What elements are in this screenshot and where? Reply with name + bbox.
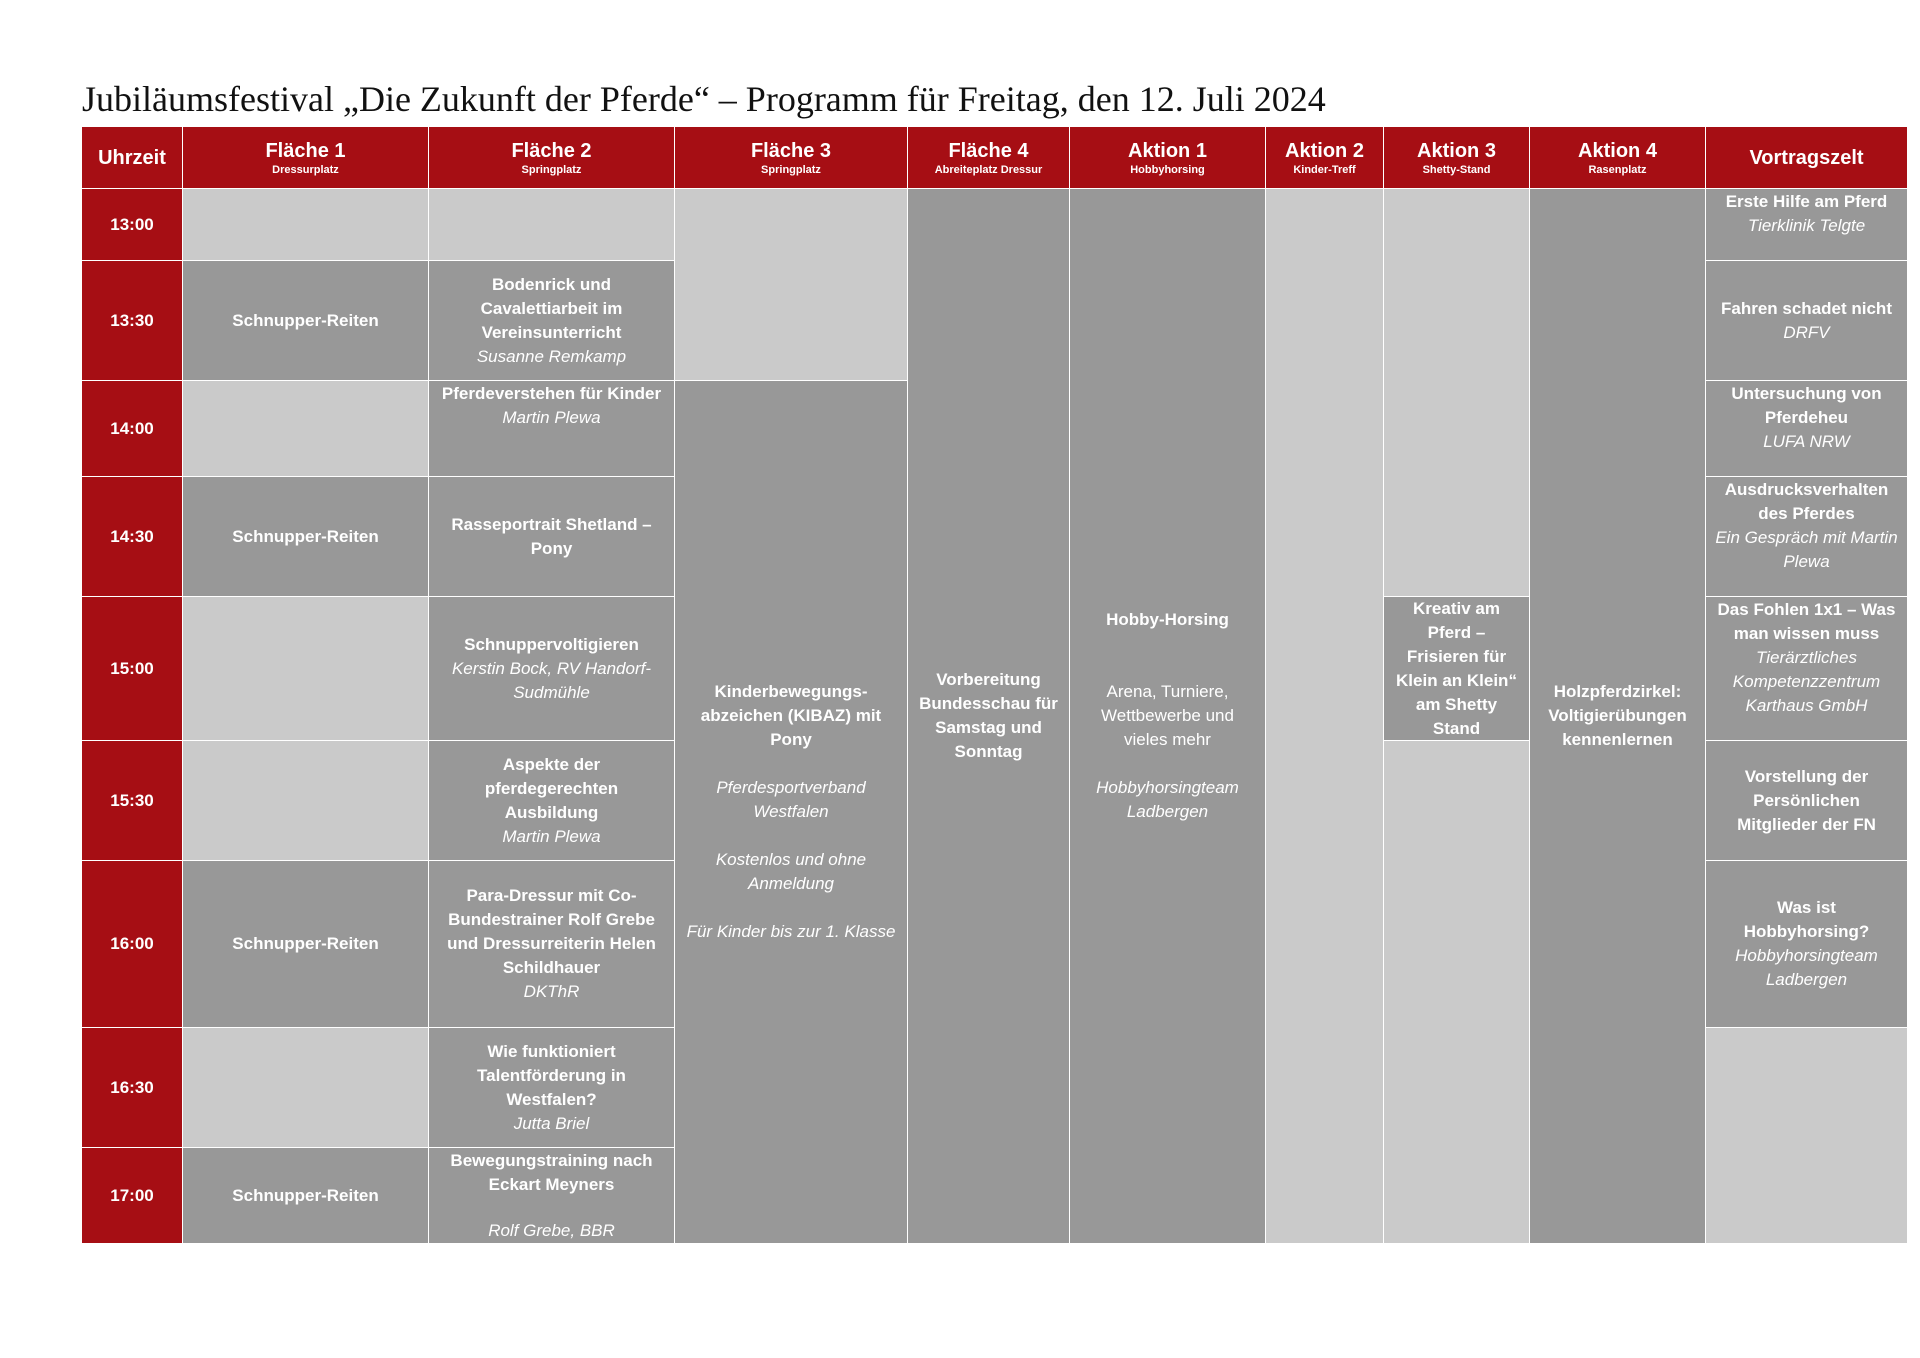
talk-speaker: Tierärztliches Kompetenzzentrum Karthaus GmbH: [1732, 648, 1881, 715]
talk-title: Ausdrucksverhalten des Pferdes: [1724, 480, 1889, 523]
talk-fohlen: [1706, 597, 1908, 741]
header-time: [82, 127, 183, 189]
talk-pferdeheu: [1706, 381, 1908, 477]
header-aktion-3: [1384, 127, 1530, 189]
event-title: Pferdeverstehen für Kinder: [441, 384, 662, 403]
empty-slot: [429, 189, 675, 261]
talk-title: Das Fohlen 1x1 – Was man wissen muss: [1717, 600, 1896, 643]
event-aspekte-ausbildung: [429, 741, 675, 861]
header-vortragszelt: [1706, 127, 1908, 189]
header-aktion-2: [1266, 127, 1384, 189]
header-sub: Rasenplatz: [1588, 163, 1647, 176]
header-name: Fläche 2: [511, 139, 592, 162]
talk-speaker: LUFA NRW: [1763, 432, 1850, 451]
talk-erste-hilfe: [1706, 189, 1908, 261]
event-desc: Arena, Turniere, Wettbewerbe und vieles mehr: [1101, 682, 1234, 749]
time-slot: 14:00: [82, 381, 183, 477]
event-speaker: Martin Plewa: [502, 826, 601, 846]
talk-speaker: Ein Gespräch mit Martin Plewa: [1715, 528, 1898, 571]
event-schnupper-reiten: Schnupper-Reiten: [183, 861, 429, 1028]
event-title: Kreativ am Pferd – Frisieren für Klein an Klein“ am Shetty Stand: [1396, 598, 1517, 738]
header-flaeche-3: [675, 127, 908, 189]
talk-speaker: DRFV: [1783, 322, 1830, 342]
header-aktion-1: [1070, 127, 1266, 189]
event-schnupper-reiten: Schnupper-Reiten: [183, 477, 429, 597]
event-title: Para-Dressur mit Co-Bundestrainer Rolf Grebe und Dressurreiterin Helen Schildhauer: [447, 886, 656, 977]
header-sub: Shetty-Stand: [1422, 163, 1491, 176]
time-slot: 16:00: [82, 861, 183, 1028]
event-title: Schnuppervoltigieren: [464, 634, 639, 654]
empty-slot: [675, 189, 908, 381]
talk-persoenliche-mitglieder: [1706, 741, 1908, 861]
event-speaker: Kerstin Bock, RV Handorf-Sudmühle: [451, 658, 652, 702]
empty-slot: [183, 381, 429, 477]
header-flaeche-4: [908, 127, 1070, 189]
empty-slot: [1384, 189, 1530, 597]
header-sub: Kinder-Treff: [1293, 163, 1356, 176]
event-title: Vorbereitung Bundesschau für Samstag und Sonntag: [919, 670, 1058, 761]
header-name: Aktion 3: [1417, 139, 1496, 162]
talk-fahren: [1706, 261, 1908, 381]
empty-slot: [1384, 741, 1530, 1244]
time-slot: 14:30: [82, 477, 183, 597]
talk-title: Erste Hilfe am Pferd: [1725, 192, 1888, 211]
empty-slot: [1266, 189, 1384, 1244]
header-sub: Hobbyhorsing: [1130, 163, 1205, 176]
header-sub: Springplatz: [521, 163, 582, 176]
header-flaeche-1: [183, 127, 429, 189]
time-slot: 17:00: [82, 1148, 183, 1244]
event-title: Holzpferdzirkel: Voltigierübungen kennenlernen: [1548, 682, 1687, 749]
event-note: Kostenlos und ohne Anmeldung: [715, 850, 867, 893]
talk-title: Fahren schadet nicht: [1721, 298, 1892, 318]
talk-title: Vorstellung der Persönlichen Mitglieder der FN: [1737, 766, 1876, 834]
event-speaker: Jutta Briel: [513, 1113, 590, 1133]
event-title: Aspekte der pferdegerechten Ausbildung: [484, 754, 619, 822]
talk-speaker: Tierklinik Telgte: [1747, 216, 1866, 235]
event-kibaz: [675, 381, 908, 1244]
header-name: Aktion 1: [1128, 139, 1207, 162]
header-sub: Abreiteplatz Dressur: [934, 163, 1043, 176]
empty-slot: [183, 189, 429, 261]
header-aktion-4: [1530, 127, 1706, 189]
event-speaker: Rolf Grebe, BBR: [488, 1221, 615, 1240]
event-rasseportrait: [429, 477, 675, 597]
talk-title: Untersuchung von Pferdeheu: [1731, 384, 1882, 427]
event-title: Rasseportrait Shetland – Pony: [451, 514, 652, 558]
event-title: Bodenrick und Cavalettiarbeit im Vereinsunterricht: [480, 274, 623, 342]
time-slot: 16:30: [82, 1028, 183, 1148]
time-slot: 15:30: [82, 741, 183, 861]
talk-ausdrucksverhalten: [1706, 477, 1908, 597]
event-holzpferdzirkel: [1530, 189, 1706, 1244]
event-hobby-horsing: [1070, 189, 1266, 1244]
event-title: Kinderbewegungs-abzeichen (KIBAZ) mit Pony: [700, 682, 882, 749]
event-bundesschau: [908, 189, 1070, 1244]
talk-title: Was ist Hobbyhorsing?: [1743, 898, 1870, 941]
header-name: Aktion 4: [1578, 139, 1657, 162]
header-sub: Dressurplatz: [272, 163, 339, 176]
event-title: Wie funktioniert Talentförderung in Westfalen?: [477, 1041, 626, 1109]
event-speaker: Susanne Remkamp: [476, 346, 627, 366]
event-speaker: DKThR: [523, 982, 580, 1001]
event-bodenarbeit: [429, 261, 675, 381]
empty-slot: [183, 741, 429, 861]
header-name: Fläche 3: [750, 139, 832, 162]
event-title: Bewegungstraining nach Eckart Meyners: [450, 1151, 653, 1194]
event-para-dressur: [429, 861, 675, 1028]
talk-hobbyhorsing: [1706, 861, 1908, 1028]
event-bewegungstraining: [429, 1148, 675, 1244]
header-name: Vortragszelt: [1749, 146, 1864, 169]
header-sub: Springplatz: [761, 163, 821, 176]
empty-slot: [183, 1028, 429, 1148]
header-flaeche-2: [429, 127, 675, 189]
event-org: Pferdesportverband Westfalen: [716, 778, 866, 821]
header-name: Fläche 1: [265, 139, 346, 162]
talk-speaker: Hobbyhorsingteam Ladbergen: [1735, 946, 1878, 989]
schedule-table: [82, 127, 1908, 1247]
empty-slot: [183, 597, 429, 741]
event-schnuppervoltigieren: [429, 597, 675, 741]
empty-slot: [1706, 1028, 1908, 1244]
event-pferdeverstehen: [429, 381, 675, 477]
header-name: Aktion 2: [1285, 139, 1364, 162]
time-slot: 13:30: [82, 261, 183, 381]
event-kreativ-am-pferd: [1384, 597, 1530, 741]
event-talentfoerderung: [429, 1028, 675, 1148]
event-schnupper-reiten: Schnupper-Reiten: [183, 1148, 429, 1244]
event-org: Hobbyhorsingteam Ladbergen: [1096, 778, 1239, 821]
page-title: Jubiläumsfestival „Die Zukunft der Pferde“ – Programm für Freitag, den 12. Juli 2024: [82, 79, 1326, 119]
time-slot: 13:00: [82, 189, 183, 261]
event-schnupper-reiten: Schnupper-Reiten: [183, 261, 429, 381]
event-speaker: Martin Plewa: [502, 408, 601, 427]
header-name: Fläche 4: [948, 139, 1029, 162]
header-time-label: Uhrzeit: [98, 146, 166, 169]
event-title: Hobby-Horsing: [1106, 610, 1229, 629]
event-note: Für Kinder bis zur 1. Klasse: [686, 922, 896, 941]
time-slot: 15:00: [82, 597, 183, 741]
